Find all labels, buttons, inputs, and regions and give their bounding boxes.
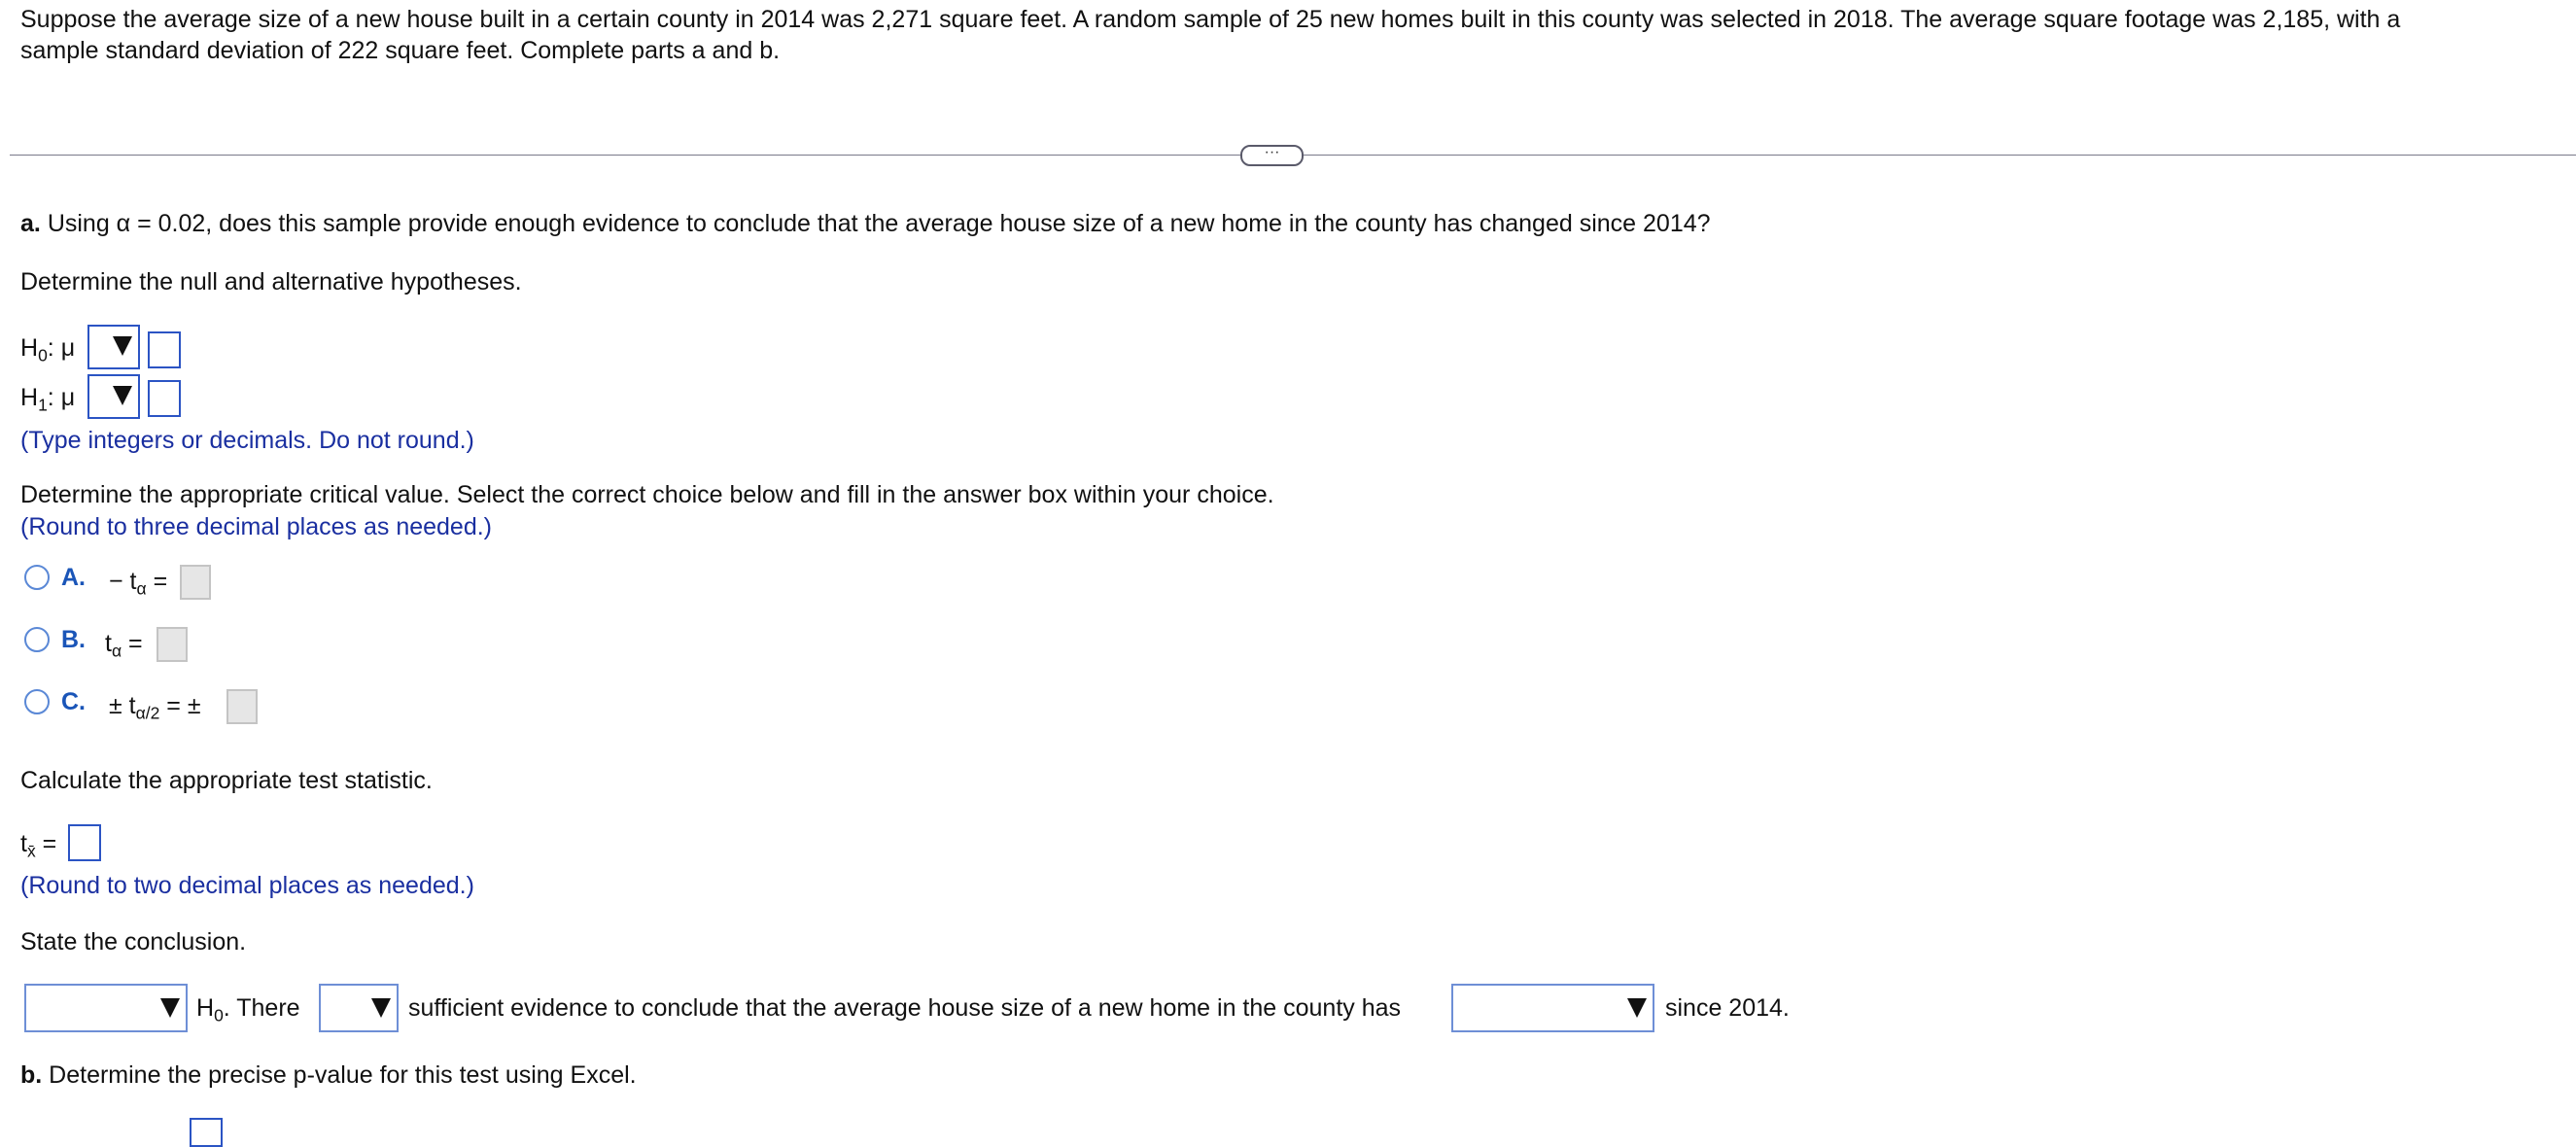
choice-c-input[interactable] <box>226 689 258 724</box>
choice-c-letter: C. <box>61 688 86 715</box>
h1-label: $H_1$: μ <box>20 384 76 415</box>
change-direction-dropdown[interactable] <box>1451 984 1654 1032</box>
choice-a-expression: − $t_\alpha$ = <box>109 568 168 599</box>
part-a-question-text: Using α = 0.02, does this sample provide enough evidence to conclude that the average house size of a new home in the county has changed since 2014? <box>47 210 1711 237</box>
hypotheses-prompt: Determine the null and alternative hypotheses. <box>20 268 522 295</box>
test-statistic-label: $t_{x̄}$ = <box>20 830 57 861</box>
choice-c-expression: ± $t_{\alpha/2}$ = ± <box>109 692 201 723</box>
chevron-down-icon <box>113 386 132 405</box>
reject-decision-dropdown[interactable] <box>24 984 188 1032</box>
part-a-label: a. <box>20 210 41 237</box>
part-a-question <box>20 208 1711 240</box>
expand-more-button[interactable]: ··· <box>1240 145 1304 166</box>
chevron-down-icon <box>160 998 180 1018</box>
test-statistic-hint: (Round to two decimal places as needed.) <box>20 872 474 899</box>
h0-operator-dropdown[interactable] <box>87 325 140 369</box>
h0-label: $H_0$: μ <box>20 334 76 365</box>
critical-value-hint: (Round to three decimal places as needed.) <box>20 513 493 540</box>
choice-b-expression: $t_\alpha$ = <box>105 630 143 661</box>
chevron-down-icon <box>113 336 132 356</box>
conclusion-prompt: State the conclusion. <box>20 928 247 956</box>
choice-a-input[interactable] <box>180 565 211 600</box>
h1-value-input[interactable] <box>148 380 181 417</box>
choice-a-letter: A. <box>61 564 86 591</box>
choice-b-input[interactable] <box>157 627 188 662</box>
conclusion-h0-text: $H_0$. There <box>196 994 300 1025</box>
conclusion-end-text: since 2014. <box>1665 994 1790 1022</box>
h1-operator-dropdown[interactable] <box>87 374 140 419</box>
test-statistic-input[interactable] <box>68 824 101 861</box>
test-statistic-prompt: Calculate the appropriate test statistic. <box>20 767 433 794</box>
problem-line-2: sample standard deviation of 222 square feet. Complete parts a and b. <box>20 37 781 64</box>
chevron-down-icon <box>1627 998 1647 1018</box>
choice-b-radio[interactable] <box>24 627 50 652</box>
evidence-dropdown[interactable] <box>319 984 399 1032</box>
choice-c-radio[interactable] <box>24 689 50 714</box>
p-value-input[interactable] <box>190 1118 223 1147</box>
hypotheses-hint: (Type integers or decimals. Do not round.) <box>20 427 474 454</box>
part-b-question <box>20 1060 637 1092</box>
conclusion-middle-text: sufficient evidence to conclude that the average house size of a new home in the county has <box>408 994 1402 1022</box>
h0-value-input[interactable] <box>148 331 181 368</box>
choice-b-letter: B. <box>61 626 86 653</box>
chevron-down-icon <box>371 998 391 1018</box>
part-b-question-text: Determine the precise p-value for this test using Excel. <box>49 1061 637 1089</box>
problem-line-1: Suppose the average size of a new house built in a certain county in 2014 was 2,271 square feet. A random sample of 25 new homes built in this county was selected in 2018. The average square footage was 2,185, with a <box>20 6 2401 33</box>
critical-value-prompt: Determine the appropriate critical value. Select the correct choice below and fill in the answer box within your choice. <box>20 481 1274 508</box>
choice-a-radio[interactable] <box>24 565 50 590</box>
part-b-label: b. <box>20 1061 43 1089</box>
